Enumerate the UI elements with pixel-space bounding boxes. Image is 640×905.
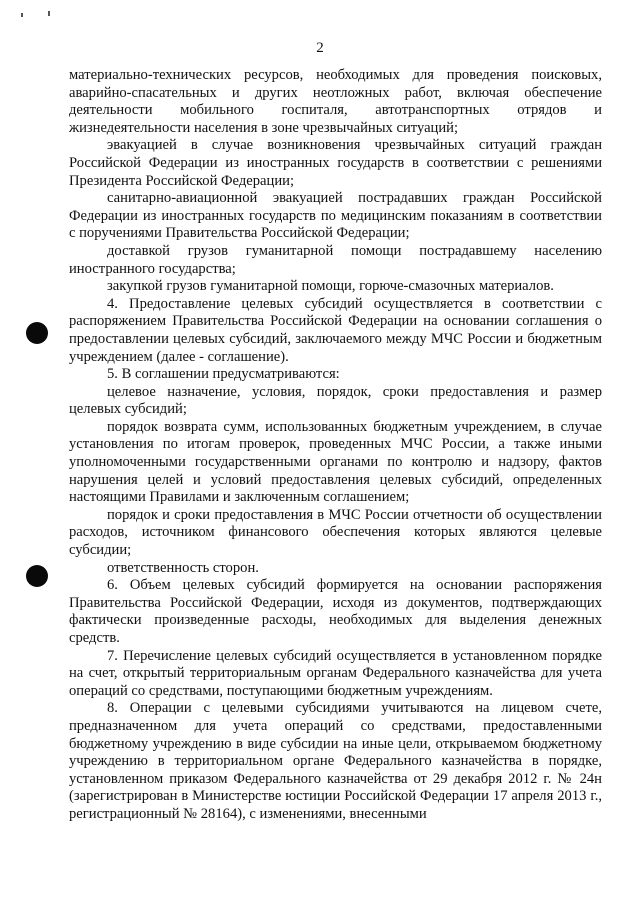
paragraph: целевое назначение, условия, порядок, сроки предоставления и размер целевых субсидий; [69,383,602,418]
scan-speck [48,11,50,16]
paragraph: 7. Перечисление целевых субсидий осуществляется в установленном порядке на счет, открытый территориальным органам Федерального казначейства для учета операций со средствами, поступающими бюджетным учреждениям. [69,647,602,699]
paragraph: 5. В соглашении предусматриваются: [107,366,340,383]
paragraph: 4. Предоставление целевых субсидий осуществляется в соответствии с распоряжением Правительства Российской Федерации на основании соглашения о предоставлении целевых субсидий, заключаемого между МЧС России и бюджетным учреждением (далее - соглашение). [69,295,602,365]
page-number: 2 [316,40,324,56]
paragraph: порядок и сроки предоставления в МЧС России отчетности об осуществлении расходов, источником финансового обеспечения которых являются целевые субсидии; [69,506,602,559]
scan-speck [21,13,23,17]
paragraph: материально-технических ресурсов, необходимых для проведения поисковых, аварийно-спасательных и других неотложных работ, включая обеспечение деятельности мобильного госпиталя, автотранспортных отрядов и жизнедеятельности населения в зоне чрезвычайных ситуаций; [69,67,602,136]
punch-hole-top [26,322,48,344]
paragraph: доставкой грузов гуманитарной помощи пострадавшему населению иностранного государства; [69,242,602,277]
document-body [69,67,602,824]
paragraph: 6. Объем целевых субсидий формируется на основании распоряжения Правительства Российской Федерации, исходя из документов, подтверждающих фактически произведенные расходы, необходимых для выделения денежных средств. [69,577,602,646]
paragraph: эвакуацией в случае возникновения чрезвычайных ситуаций граждан Российской Федерации из иностранных государств в соответствии с решениями Президента Российской Федерации; [69,137,602,189]
paragraph: закупкой грузов гуманитарной помощи, горюче-смазочных материалов. [107,278,554,295]
paragraph: порядок возврата сумм, использованных бюджетным учреждением, в случае установления по итогам проверок, проведенных МЧС России, а также иными уполномоченными государственными органами по контролю и надзору, фактов нарушения целей и условий предоставления целевых субсидий, определенных настоящими Правилами и заключенным соглашением; [69,418,602,506]
paragraph: ответственность сторон. [107,559,259,576]
punch-hole-bottom [26,565,48,587]
paragraph: 8. Операции с целевыми субсидиями учитываются на лицевом счете, предназначенном для учета операций со средствами, предоставленными бюджетному учреждению в виде субсидии на иные цели, открываемом бюджетному учреждению в территориальном органе Федерального казначейства в порядке, установленном приказом Федерального казначейства от 29 декабря 2012 г. № 24н (зарегистрирован в Министерстве юстиции Российской Федерации 17 апреля 2013 г., регистрационный № 28164), с изменениями, внесенными [69,700,602,822]
paragraph: санитарно-авиационной эвакуацией пострадавших граждан Российской Федерации из иностранных государств по медицинским показаниям в соответствии с поручениями Правительства Российской Федерации; [69,190,602,242]
